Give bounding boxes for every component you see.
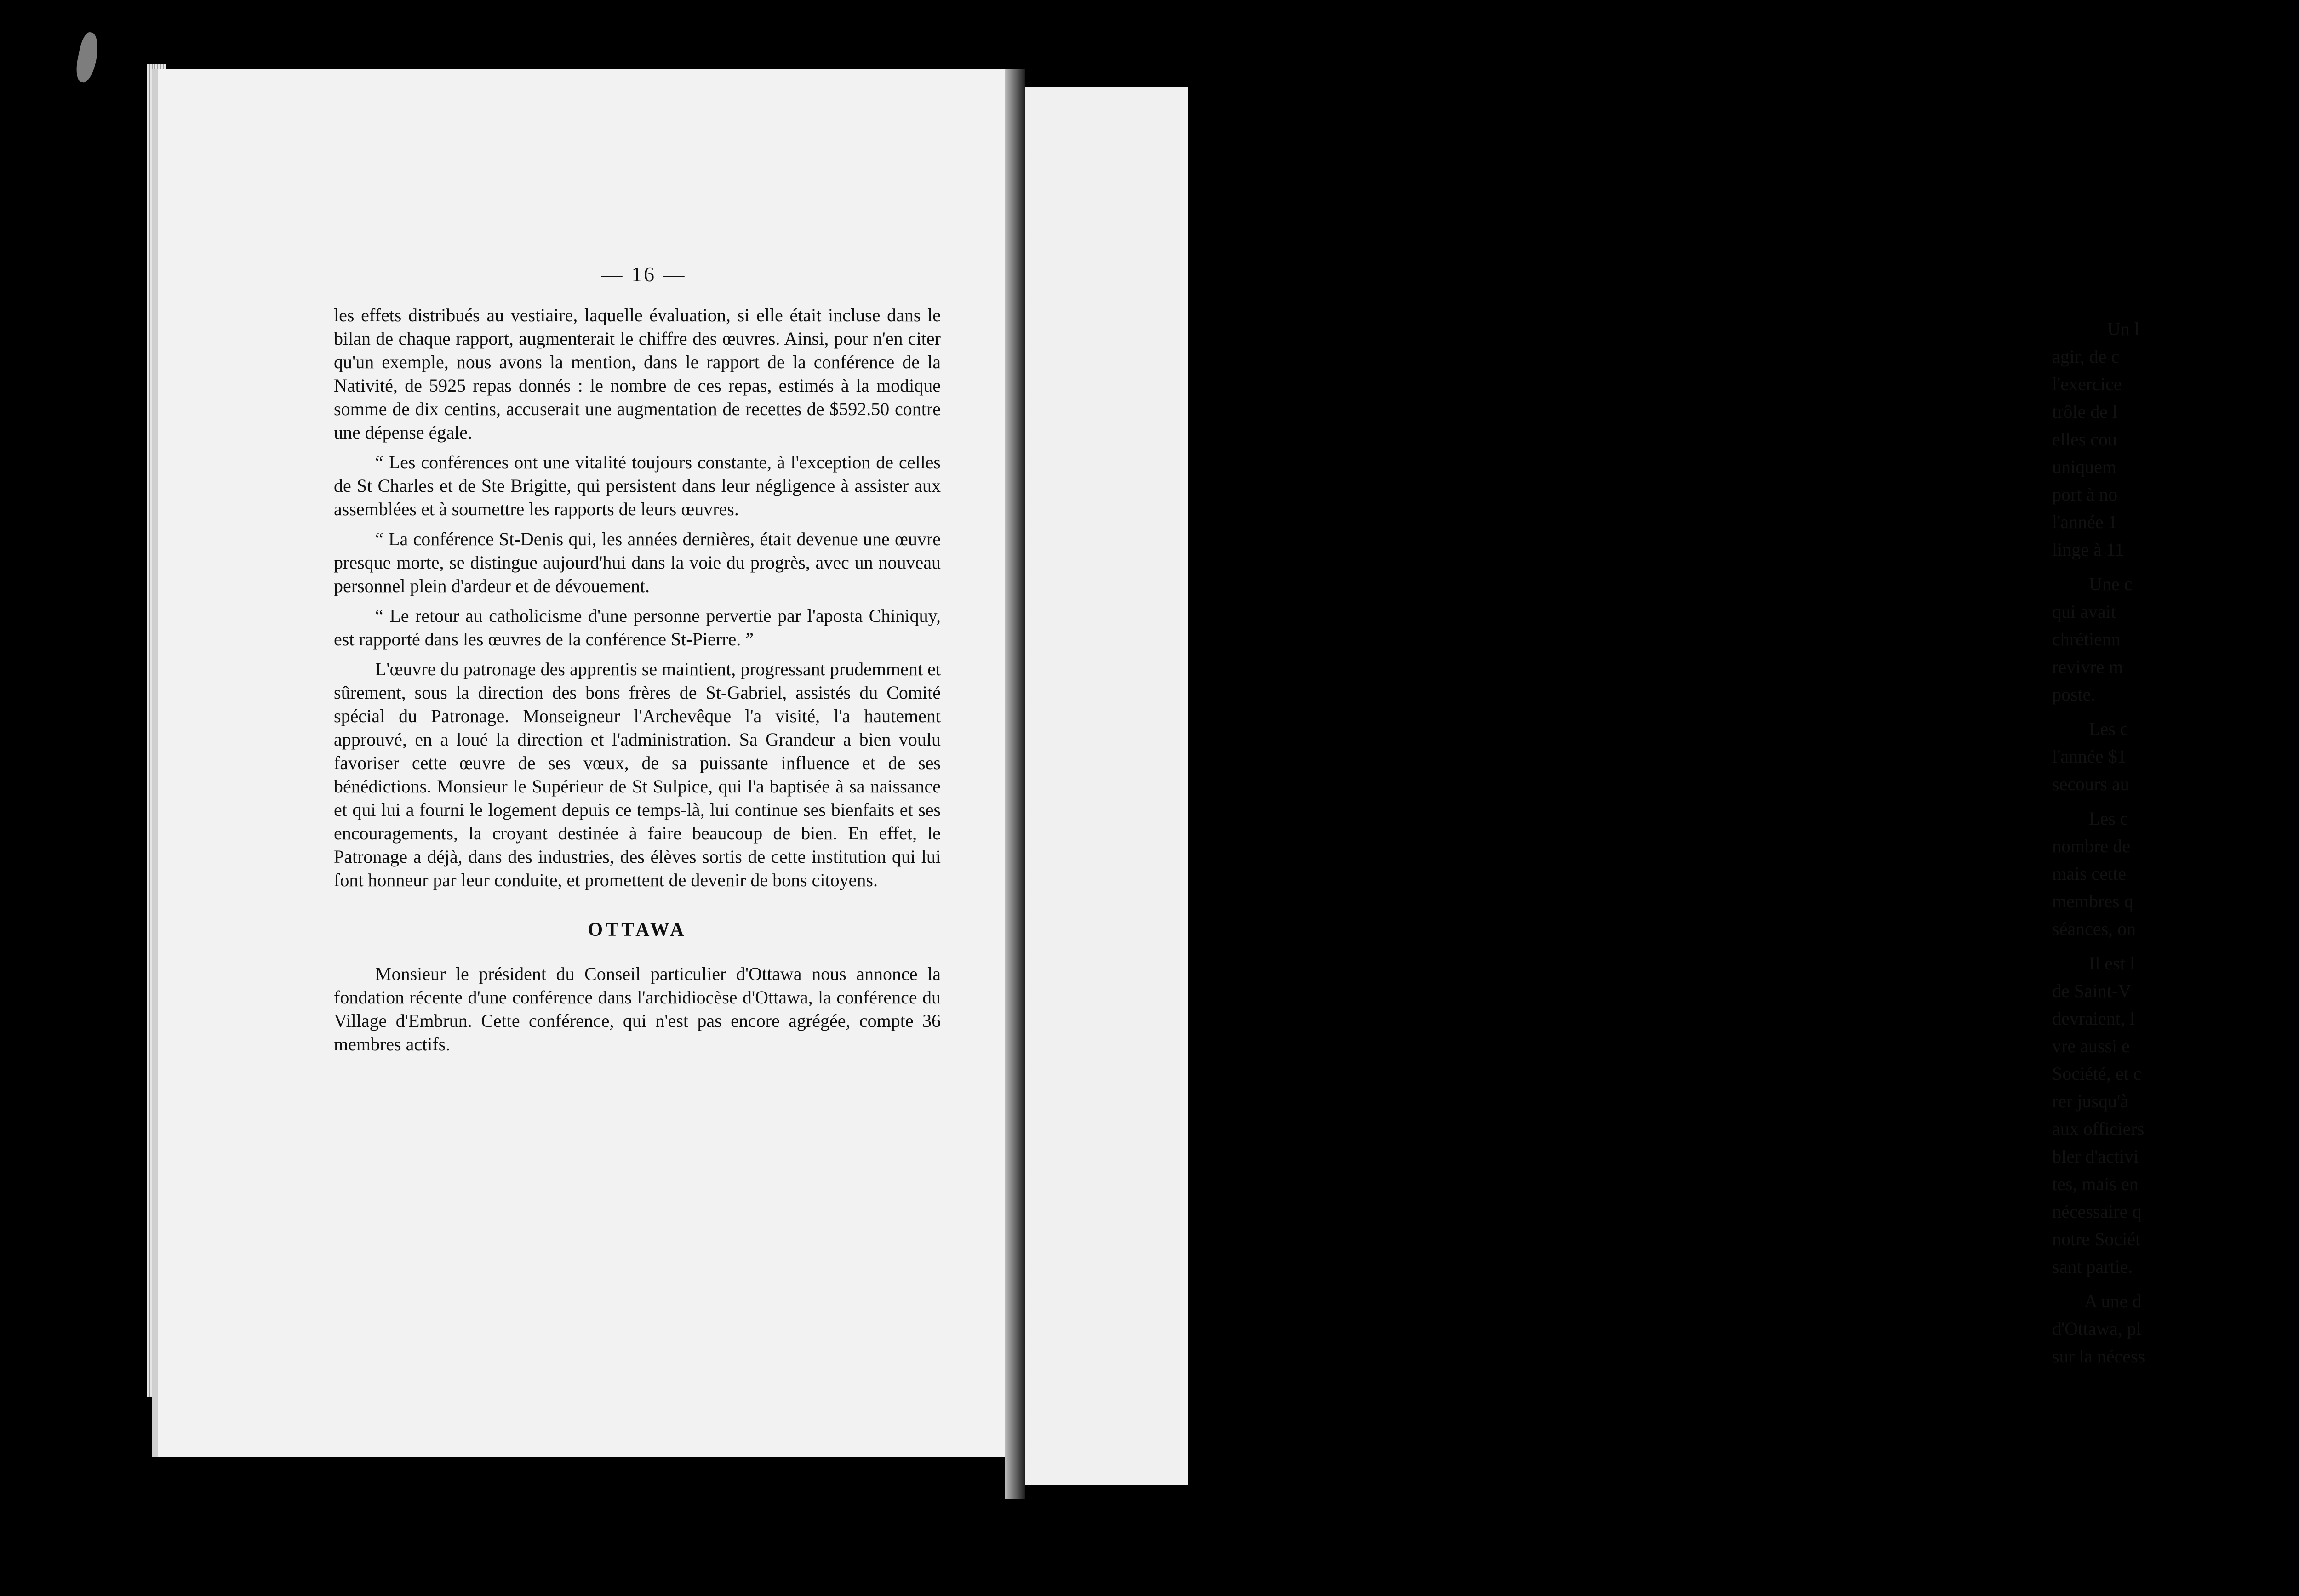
right-page-line: Les c: [2089, 718, 2128, 739]
right-page-line: séances, on: [2052, 918, 2136, 939]
paragraph: “ Les conférences ont une vitalité toujours constante, à l'exception de celles de St Charles et de Ste Brigitte, qui persistent dans leur négligence à assister aux assemblées et à soumettre les rapports de leurs œuvres.: [334, 452, 941, 519]
right-page-line: aux officiers: [2052, 1118, 2145, 1139]
right-page-line: linge à 11: [2052, 539, 2124, 560]
right-page-line: Il est l: [2089, 953, 2135, 974]
right-page-line: qui avait: [2052, 601, 2116, 622]
right-page-line: sant partie.: [2052, 1256, 2133, 1277]
paragraph: “ La conférence St-Denis qui, les années dernières, était devenue une œuvre presque morte, se distingue aujourd'hui dans la voie du progrès, avec un nouveau personnel plein d'ardeur et de dévouement.: [334, 529, 941, 596]
right-page-line: l'exercice: [2052, 374, 2122, 394]
right-page-line: nécessaire q: [2052, 1201, 2142, 1222]
paragraph: “ Le retour au catholicisme d'une personne pervertie par l'aposta Chiniquy, est rapporté dans les œuvres de la conférence St-Pierre. ”: [334, 605, 941, 650]
right-page-line: sur la nécess: [2052, 1346, 2145, 1367]
right-page-line: Un l: [2107, 319, 2139, 339]
paragraph: les effets distribués au vestiaire, laquelle évaluation, si elle était incluse dans le bilan de chaque rapport, augmenterait le chiffre des œuvres. Ainsi, pour n'en citer qu'un exemple, nous avons la mention, dans le rapport de la conférence de la Nativité, de 5925 repas donnés : le nombre de ces repas, estimés à la modique somme de dix centins, accuserait une augmentation de recettes de $592.50 contre une dépense égale.: [334, 305, 941, 443]
right-page-line: devraient, l: [2052, 1008, 2135, 1029]
right-page-line: elles cou: [2052, 429, 2117, 450]
right-page-line: Société, et c: [2052, 1063, 2142, 1084]
right-page-line: vre aussi e: [2052, 1036, 2130, 1056]
right-page-line: rer jusqu'à: [2052, 1091, 2129, 1112]
right-page-line: nombre de: [2052, 836, 2130, 856]
right-page-line: poste.: [2052, 684, 2096, 705]
right-page-line: bler d'activi: [2052, 1146, 2139, 1167]
right-page-line: trôle de l: [2052, 401, 2118, 422]
right-page-line: membres q: [2052, 891, 2133, 912]
right-page-line: mais cette: [2052, 863, 2127, 884]
right-page: [1025, 87, 2145, 1485]
scan-speck: [73, 31, 102, 84]
right-page-line: Les c: [2089, 808, 2128, 829]
paragraph: L'œuvre du patronage des apprentis se maintient, progressant prudemment et sûrement, sous la direction des bons frères de St-Gabriel, assistés du Comité spécial du Patronage. Monseigneur l'Archevêque l'a visité, l'a hautement approuvé, en a loué la direction et l'administration. Sa Grandeur a bien voulu favoriser cette œuvre de ses vœux, de sa puissante influence et de ses bénédictions. Monsieur le Supérieur de St Sulpice, qui l'a baptisée à sa naissance et qui lui a fourni le logement depuis ce temps-là, lui continue ses bienfaits et ses encouragements, la croyant destinée à faire beaucoup de bien. En effet, le Patronage a déjà, dans des industries, des élèves sortis de cette institution qui lui font honneur par leur conduite, et promettent de devenir de bons citoyens.: [334, 659, 941, 890]
right-page-line: de Saint-V: [2052, 980, 2132, 1001]
right-page-line: l'année $1: [2052, 746, 2127, 767]
right-page-line: A une d: [2084, 1291, 2142, 1311]
right-page-line: secours au: [2052, 774, 2129, 794]
right-page-line: notre Sociét: [2052, 1229, 2141, 1249]
right-page-line: chrétienn: [2052, 629, 2121, 650]
right-page-line: d'Ottawa, pl: [2052, 1318, 2141, 1339]
book-gutter: [1005, 69, 1025, 1499]
page-number: — 16 —: [601, 262, 686, 286]
right-page-line: l'année 1: [2052, 512, 2117, 532]
right-page-line: tes, mais en: [2052, 1174, 2139, 1194]
section-heading: OTTAWA: [588, 919, 687, 940]
left-page-text: [334, 303, 941, 1062]
right-page-line: uniquem: [2052, 456, 2116, 477]
right-page-line: Une c: [2089, 574, 2133, 594]
paragraph: Monsieur le président du Conseil particulier d'Ottawa nous annonce la fondation récente d'une conférence dans l'archidiocèse d'Ottawa, la conférence du Village d'Embrun. Cette conférence, qui n'est pas encore agrégée, compte 36 membres actifs.: [334, 963, 941, 1054]
right-page-line: port à no: [2052, 484, 2118, 505]
right-page-line: agir, de c: [2052, 346, 2120, 367]
right-page-line: revivre m: [2052, 656, 2123, 677]
